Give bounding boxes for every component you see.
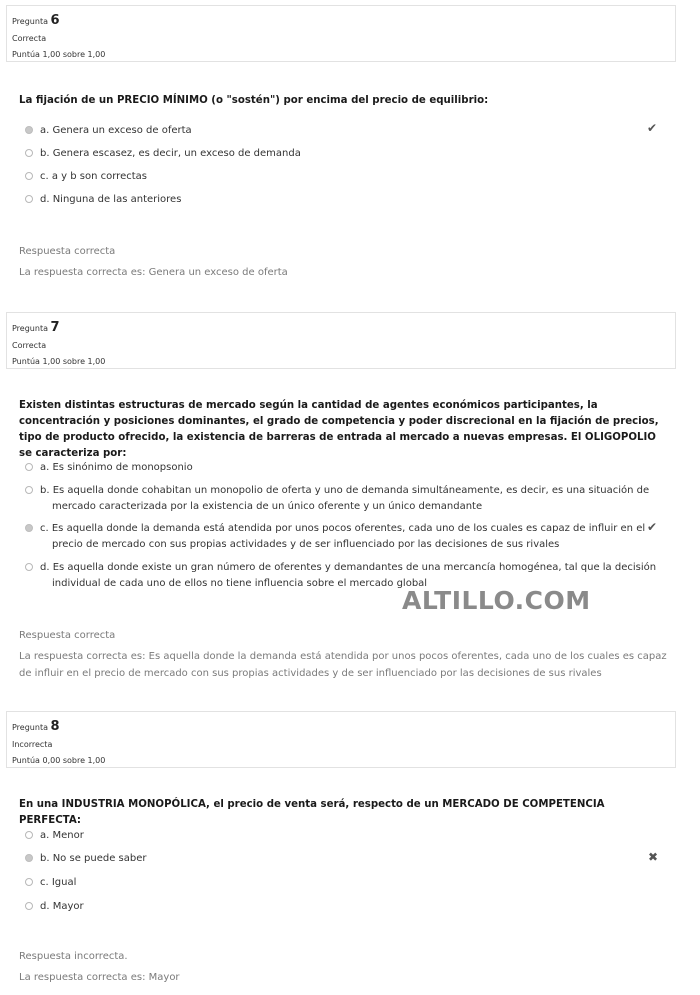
question-6-option-b[interactable] (25, 146, 665, 162)
radio-button[interactable] (25, 902, 33, 910)
option-label: a. Menor (40, 830, 84, 841)
option-label: b. Genera escasez, es decir, un exceso de demanda (40, 148, 301, 159)
check-icon: ✔ (647, 121, 658, 135)
radio-button[interactable] (25, 463, 33, 471)
question-8-option-d[interactable] (25, 899, 665, 915)
question-grade: Puntúa 1,00 sobre 1,00 (12, 50, 106, 59)
question-6-info-box (6, 5, 676, 62)
watermark: ALTILLO.COM (402, 586, 591, 615)
radio-button[interactable] (25, 831, 33, 839)
question-6-correct-answer: La respuesta correcta es: Genera un exceso de oferta (19, 267, 288, 278)
question-7-header (12, 321, 60, 334)
question-grade: Puntúa 1,00 sobre 1,00 (12, 357, 106, 366)
question-7-text: Existen distintas estructuras de mercado según la cantidad de agentes económicos participantes, la concentración y posiciones dominantes, el grado de competencia y poder discrecional en la fijación de precios, tipo de producto ofrecido, la existencia de barreras de entrada al mercado a nuevas empresas. El OLIGOPOLIO se caracteriza por: (19, 400, 659, 459)
radio-button[interactable] (25, 149, 33, 157)
radio-button[interactable] (25, 195, 33, 203)
option-label: c. a y b son correctas (40, 171, 147, 182)
question-6-feedback-title: Respuesta correcta (19, 246, 116, 257)
radio-button[interactable] (25, 172, 33, 180)
question-8-option-b[interactable] (25, 851, 665, 867)
question-number: 7 (50, 320, 60, 335)
question-6-option-d[interactable] (25, 192, 665, 208)
option-label: a. Genera un exceso de oferta (40, 125, 192, 136)
question-number: 6 (50, 13, 60, 28)
option-label: d. Mayor (40, 901, 84, 912)
question-label: Pregunta (12, 17, 48, 26)
radio-button[interactable] (25, 854, 33, 862)
radio-button[interactable] (25, 486, 33, 494)
question-8-text: En una INDUSTRIA MONOPÓLICA, el precio de venta será, respecto de un MERCADO DE COMPETENCIA PERFECTA: (19, 799, 605, 826)
question-number: 8 (50, 719, 60, 734)
question-8-header (12, 720, 60, 733)
option-label: b. No se puede saber (40, 853, 147, 864)
question-7-option-a[interactable] (25, 460, 665, 476)
radio-button[interactable] (25, 524, 33, 532)
question-6-text: La fijación de un PRECIO MÍNIMO (o "sostén") por encima del precio de equilibrio: (19, 95, 489, 106)
question-state: Incorrecta (12, 740, 53, 749)
option-label: d. Es aquella donde existe un gran número de oferentes y demandantes de una mercancía homogénea, tal que la decisión individual de cada uno de ellos no tiene influencia sobre el mercado global (40, 562, 657, 589)
radio-button[interactable] (25, 878, 33, 886)
question-7-option-c[interactable] (25, 521, 665, 553)
option-label: c. Es aquella donde la demanda está atendida por unos pocos oferentes, cada uno de los cuales es capaz de influir en el precio de mercado con sus propias actividades y de ser influenciado por las decisiones de sus rivales (40, 523, 646, 550)
question-8-info-box (6, 711, 676, 768)
question-state: Correcta (12, 34, 47, 43)
option-label: a. Es sinónimo de monopsonio (40, 462, 193, 473)
question-7-correct-answer: La respuesta correcta es: Es aquella donde la demanda está atendida por unos pocos oferentes, cada uno de los cuales es capaz de influir en el precio de mercado con sus propias actividades y de ser influenciado por las decisiones de sus rivales (19, 651, 667, 679)
question-6-option-c[interactable] (25, 169, 665, 185)
question-8-feedback-title: Respuesta incorrecta. (19, 951, 128, 962)
radio-button[interactable] (25, 126, 33, 134)
question-7-option-b[interactable] (25, 483, 665, 515)
question-8-option-a[interactable] (25, 828, 665, 844)
question-6-header (12, 14, 60, 27)
question-state: Correcta (12, 341, 47, 350)
question-7-feedback-title: Respuesta correcta (19, 630, 116, 641)
radio-button[interactable] (25, 563, 33, 571)
question-8-option-c[interactable] (25, 875, 665, 891)
cross-icon: ✖ (648, 850, 659, 864)
option-label: c. Igual (40, 877, 77, 888)
option-label: b. Es aquella donde cohabitan un monopolio de oferta y uno de demanda simultáneamente, es decir, es una situación de mercado caracterizada por la existencia de un único oferente y un único demandante (40, 485, 650, 512)
question-6-option-a[interactable] (25, 123, 665, 139)
option-label: d. Ninguna de las anteriores (40, 194, 182, 205)
question-7-info-box (6, 312, 676, 369)
question-label: Pregunta (12, 723, 48, 732)
question-8-correct-answer: La respuesta correcta es: Mayor (19, 972, 180, 983)
check-icon: ✔ (647, 520, 658, 534)
question-label: Pregunta (12, 324, 48, 333)
question-grade: Puntúa 0,00 sobre 1,00 (12, 756, 106, 765)
